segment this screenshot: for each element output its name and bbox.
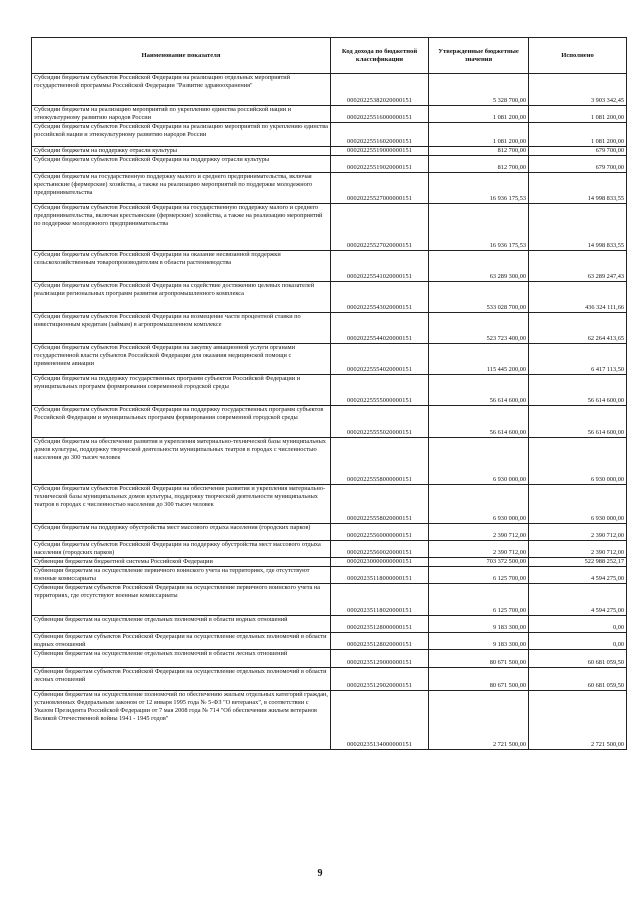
row-name-cell: Субсидии бюджетам субъектов Российской Федерации на поддержку государственных программ субъектов Российской Федерации и муниципальных программ формирования современной городской среды bbox=[32, 406, 331, 438]
table-row bbox=[32, 173, 627, 204]
row-code-cell: 00020225519000000151 bbox=[331, 147, 429, 156]
row-approved-cell: 6 930 000,00 bbox=[429, 485, 529, 524]
row-code-cell: 00020235128000000151 bbox=[331, 616, 429, 633]
row-name-cell: Субвенции бюджетам на осуществление первичного воинского учета на территориях, где отсутствуют военные комиссариаты bbox=[32, 567, 331, 584]
row-name-cell: Субсидии бюджетам на реализацию мероприятий по укреплению единства российской нации и этнокультурному развитию народов России bbox=[32, 106, 331, 123]
table-row bbox=[32, 567, 627, 584]
row-approved-cell: 2 390 712,00 bbox=[429, 541, 529, 558]
row-name-cell: Субвенции бюджетам на осуществление отдельных полномочий в области лесных отношений bbox=[32, 650, 331, 668]
row-code-cell: 00020235118000000151 bbox=[331, 567, 429, 584]
row-name-cell: Субсидии бюджетам на поддержку обустройства мест массового отдыха населения (городских парков) bbox=[32, 524, 331, 541]
row-code-cell: 00020225516020000151 bbox=[331, 123, 429, 147]
table-row bbox=[32, 123, 627, 147]
row-code-cell: 00020230000000000151 bbox=[331, 558, 429, 567]
row-code-cell: 00020225555020000151 bbox=[331, 406, 429, 438]
page-number: 9 bbox=[317, 868, 323, 879]
row-approved-cell: 812 700,00 bbox=[429, 147, 529, 156]
table-row bbox=[32, 251, 627, 282]
row-code-cell: 00020235129000000151 bbox=[331, 650, 429, 668]
table-row bbox=[32, 147, 627, 156]
row-approved-cell: 80 671 500,00 bbox=[429, 650, 529, 668]
table-row bbox=[32, 156, 627, 173]
row-approved-cell: 6 930 000,00 bbox=[429, 438, 529, 485]
row-code-cell: 00020235134000000151 bbox=[331, 691, 429, 750]
row-executed-cell: 1 081 200,00 bbox=[529, 123, 627, 147]
row-executed-cell: 62 264 413,65 bbox=[529, 313, 627, 344]
budget-table bbox=[31, 37, 627, 750]
row-executed-cell: 4 594 275,00 bbox=[529, 584, 627, 616]
table-row bbox=[32, 584, 627, 616]
row-approved-cell: 1 081 200,00 bbox=[429, 123, 529, 147]
table-row bbox=[32, 668, 627, 691]
row-code-cell: 00020225516000000151 bbox=[331, 106, 429, 123]
row-name-cell: Субвенции бюджетам на осуществление полномочий по обеспечению жильем отдельных категорий граждан, установленных Федеральным законом от 12 января 1995 года № 5-ФЗ "О ветеранах", в соответствии с Указом Президента Российской Федерации от 7 мая 2008 года № 714 "Об обеспечении жильем ветеранов Великой Отечественной войны 1941 - 1945 годов" bbox=[32, 691, 331, 750]
header-executed: Исполнено bbox=[529, 38, 627, 74]
table-row bbox=[32, 438, 627, 485]
row-executed-cell: 14 998 833,55 bbox=[529, 173, 627, 204]
row-executed-cell: 679 700,00 bbox=[529, 156, 627, 173]
header-indicator-name: Наименование показателя bbox=[32, 38, 331, 74]
row-approved-cell: 703 372 500,00 bbox=[429, 558, 529, 567]
row-executed-cell: 522 988 252,17 bbox=[529, 558, 627, 567]
row-approved-cell: 56 614 600,00 bbox=[429, 406, 529, 438]
table-row bbox=[32, 616, 627, 633]
row-name-cell: Субсидии бюджетам субъектов Российской Федерации на возмещение части процентной ставки по инвестиционным кредитам (займам) в агропромышленном комплексе bbox=[32, 313, 331, 344]
table-body bbox=[32, 74, 627, 750]
row-code-cell: 00020235129020000151 bbox=[331, 668, 429, 691]
row-executed-cell: 60 681 059,50 bbox=[529, 650, 627, 668]
row-code-cell: 00020235128020000151 bbox=[331, 633, 429, 650]
table-row bbox=[32, 344, 627, 375]
row-approved-cell: 16 936 175,53 bbox=[429, 204, 529, 251]
row-code-cell: 00020225554020000151 bbox=[331, 344, 429, 375]
row-executed-cell: 1 081 200,00 bbox=[529, 106, 627, 123]
row-executed-cell: 56 614 600,00 bbox=[529, 375, 627, 406]
row-code-cell: 00020225558000000151 bbox=[331, 438, 429, 485]
row-approved-cell: 115 445 200,00 bbox=[429, 344, 529, 375]
row-code-cell: 00020225527020000151 bbox=[331, 204, 429, 251]
row-code-cell: 00020225543020000151 bbox=[331, 282, 429, 313]
row-approved-cell: 56 614 600,00 bbox=[429, 375, 529, 406]
row-executed-cell: 14 998 833,55 bbox=[529, 204, 627, 251]
table-row bbox=[32, 691, 627, 750]
row-approved-cell: 80 671 500,00 bbox=[429, 668, 529, 691]
row-approved-cell: 2 721 500,00 bbox=[429, 691, 529, 750]
table-row bbox=[32, 106, 627, 123]
row-executed-cell: 0,00 bbox=[529, 633, 627, 650]
row-executed-cell: 436 324 111,66 bbox=[529, 282, 627, 313]
row-name-cell: Субсидии бюджетам субъектов Российской Федерации на государственную поддержку малого и среднего предпринимательства, включая крестьянские (фермерские) хозяйства, а также на реализацию мероприятий по поддержке молодежного предпринимательства bbox=[32, 204, 331, 251]
row-executed-cell: 2 390 712,00 bbox=[529, 524, 627, 541]
row-executed-cell: 4 594 275,00 bbox=[529, 567, 627, 584]
table-row bbox=[32, 406, 627, 438]
row-name-cell: Субвенции бюджетам на осуществление отдельных полномочий в области водных отношений bbox=[32, 616, 331, 633]
row-code-cell: 00020225560020000151 bbox=[331, 541, 429, 558]
row-approved-cell: 533 028 700,00 bbox=[429, 282, 529, 313]
row-name-cell: Субсидии бюджетам субъектов Российской Федерации на содействие достижению целевых показателей реализации региональных программ развития агропромышленного комплекса bbox=[32, 282, 331, 313]
table-row bbox=[32, 204, 627, 251]
row-name-cell: Субсидии бюджетам субъектов Российской Федерации на реализацию отдельных мероприятий государственной программы Российской Федерации "Развитие здравоохранения" bbox=[32, 74, 331, 106]
row-name-cell: Субвенции бюджетам субъектов Российской Федерации на осуществление отдельных полномочий в области лесных отношений bbox=[32, 668, 331, 691]
row-executed-cell: 2 390 712,00 bbox=[529, 541, 627, 558]
row-name-cell: Субвенции бюджетам бюджетной системы Российской Федерации bbox=[32, 558, 331, 567]
row-name-cell: Субсидии бюджетам на поддержку государственных программ субъектов Российской Федерации и муниципальных программ формирования современной городской среды bbox=[32, 375, 331, 406]
row-code-cell: 00020225541020000151 bbox=[331, 251, 429, 282]
row-name-cell: Субсидии бюджетам субъектов Российской Федерации на поддержку обустройства мест массового отдыха населения (городских парков) bbox=[32, 541, 331, 558]
table-row bbox=[32, 74, 627, 106]
row-approved-cell: 1 081 200,00 bbox=[429, 106, 529, 123]
row-name-cell: Субсидии бюджетам на обеспечение развития и укрепления материально-технической базы муниципальных домов культуры, поддержку творческой деятельности муниципальных театров в городах с численностью населения до 300 тысяч человек bbox=[32, 438, 331, 485]
table-row bbox=[32, 541, 627, 558]
row-executed-cell: 6 930 000,00 bbox=[529, 485, 627, 524]
row-name-cell: Субсидии бюджетам субъектов Российской Федерации на реализацию мероприятий по укреплению единства российской нации и этнокультурному развитию народов России bbox=[32, 123, 331, 147]
row-approved-cell: 9 183 300,00 bbox=[429, 616, 529, 633]
row-name-cell: Субсидии бюджетам субъектов Российской Федерации на поддержку отрасли культуры bbox=[32, 156, 331, 173]
row-approved-cell: 9 183 300,00 bbox=[429, 633, 529, 650]
row-name-cell: Субсидии бюджетам субъектов Российской Федерации на оказание несвязанной поддержки сельскохозяйственным товаропроизводителям в области растениеводства bbox=[32, 251, 331, 282]
row-approved-cell: 16 936 175,53 bbox=[429, 173, 529, 204]
row-approved-cell: 5 328 700,00 bbox=[429, 74, 529, 106]
row-code-cell: 00020225555000000151 bbox=[331, 375, 429, 406]
table-row bbox=[32, 650, 627, 668]
row-executed-cell: 679 700,00 bbox=[529, 147, 627, 156]
row-executed-cell: 3 903 342,45 bbox=[529, 74, 627, 106]
table-row bbox=[32, 633, 627, 650]
row-executed-cell: 6 930 000,00 bbox=[529, 438, 627, 485]
row-executed-cell: 60 681 059,50 bbox=[529, 668, 627, 691]
row-executed-cell: 56 614 600,00 bbox=[529, 406, 627, 438]
row-approved-cell: 63 289 300,00 bbox=[429, 251, 529, 282]
row-code-cell: 00020225527000000151 bbox=[331, 173, 429, 204]
row-code-cell: 00020235118020000151 bbox=[331, 584, 429, 616]
table-row bbox=[32, 313, 627, 344]
table-row bbox=[32, 375, 627, 406]
row-approved-cell: 523 723 400,00 bbox=[429, 313, 529, 344]
row-name-cell: Субсидии бюджетам на поддержку отрасли культуры bbox=[32, 147, 331, 156]
row-code-cell: 00020225519020000151 bbox=[331, 156, 429, 173]
row-code-cell: 00020225544020000151 bbox=[331, 313, 429, 344]
header-income-code: Код дохода по бюджетной классификации bbox=[331, 38, 429, 74]
row-approved-cell: 2 390 712,00 bbox=[429, 524, 529, 541]
row-executed-cell: 6 417 113,50 bbox=[529, 344, 627, 375]
table-row bbox=[32, 485, 627, 524]
row-name-cell: Субсидии бюджетам субъектов Российской Федерации на закупку авиационной услуги органами государственной власти субъектов Российской Федерации для оказания медицинской помощи с применением авиации bbox=[32, 344, 331, 375]
row-approved-cell: 6 125 700,00 bbox=[429, 567, 529, 584]
row-approved-cell: 812 700,00 bbox=[429, 156, 529, 173]
row-name-cell: Субвенции бюджетам субъектов Российской Федерации на осуществление первичного воинского учета на территориях, где отсутствуют военные комиссариаты bbox=[32, 584, 331, 616]
row-code-cell: 00020225382020000151 bbox=[331, 74, 429, 106]
row-code-cell: 00020225558020000151 bbox=[331, 485, 429, 524]
row-executed-cell: 0,00 bbox=[529, 616, 627, 633]
header-approved-values: Утвержденные бюджетные значения bbox=[429, 38, 529, 74]
row-executed-cell: 2 721 500,00 bbox=[529, 691, 627, 750]
table-row bbox=[32, 282, 627, 313]
table-header-row bbox=[32, 38, 627, 74]
row-code-cell: 00020225560000000151 bbox=[331, 524, 429, 541]
row-name-cell: Субвенции бюджетам субъектов Российской Федерации на осуществление отдельных полномочий в области водных отношений bbox=[32, 633, 331, 650]
row-executed-cell: 63 289 247,43 bbox=[529, 251, 627, 282]
row-approved-cell: 6 125 700,00 bbox=[429, 584, 529, 616]
row-name-cell: Субсидии бюджетам на государственную поддержку малого и среднего предпринимательства, включая крестьянские (фермерские) хозяйства, а также на реализацию мероприятий по поддержке молодежного предпринимательства bbox=[32, 173, 331, 204]
row-name-cell: Субсидии бюджетам субъектов Российской Федерации на обеспечение развития и укрепления материально-технической базы муниципальных домов культуры, поддержку творческой деятельности муниципальных театров в городах с численностью населения до 300 тысяч человек bbox=[32, 485, 331, 524]
table-row bbox=[32, 524, 627, 541]
table-row bbox=[32, 558, 627, 567]
